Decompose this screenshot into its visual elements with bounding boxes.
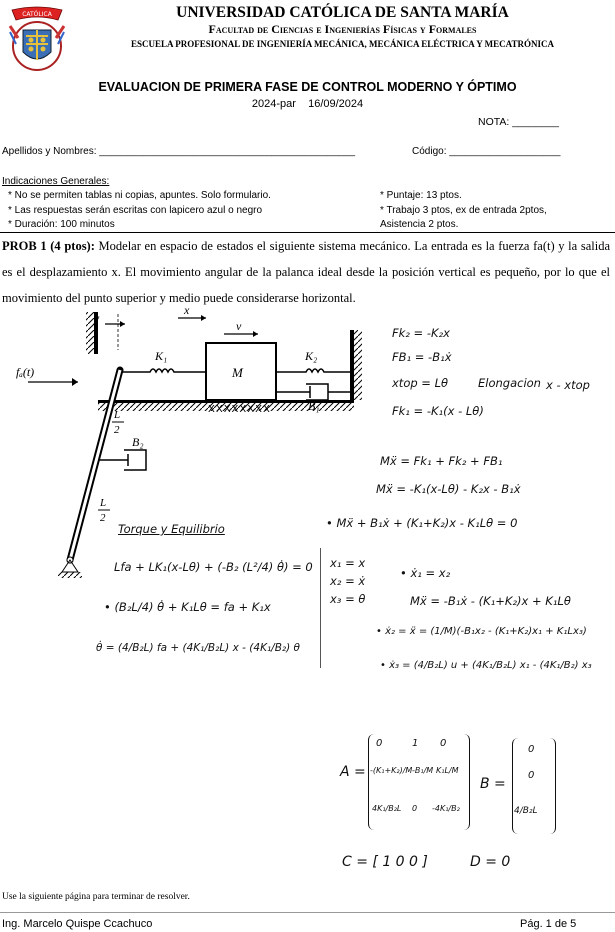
fa-label: fₐ(t) — [16, 365, 35, 379]
instruction-item: * No se permiten tablas ni copias, apuntes. Solo formulario. — [8, 190, 271, 201]
mechanical-system-diagram — [10, 300, 405, 590]
b2-label: B₂ — [132, 435, 144, 449]
state-var: x₁ = x — [330, 556, 366, 570]
code-field: Código: ____________________ — [412, 146, 561, 157]
exam-title: EVALUACION DE PRIMERA FASE DE CONTROL MODERNO Y ÓPTIMO — [98, 80, 517, 94]
name-field: Apellidos y Nombres: ______________________________________________ — [2, 146, 356, 157]
instruction-item: * Trabajo 3 ptos, ex de entrada 2ptos, — [380, 205, 547, 216]
matrix-b-label: B = — [480, 776, 506, 792]
mass-label: M — [232, 365, 243, 380]
k2-label: K₂ — [305, 349, 318, 363]
handwritten-line: Lfa + LK₁(x-Lθ) + (-B₂ (L²/4) θ̇) = 0 — [114, 560, 313, 574]
grade-field: NOTA: ________ — [478, 116, 559, 128]
handwritten-line: Fk₂ = -K₂x — [392, 326, 450, 340]
handwritten-line: • Mẍ + B₁ẋ + (K₁+K₂)x - K₁Lθ = 0 — [326, 516, 518, 530]
instructions-title: Indicaciones Generales: — [2, 176, 110, 187]
v-label: v — [236, 319, 242, 333]
matrix-cell: K₁L/M — [436, 766, 459, 775]
handwritten-line: FB₁ = -B₁ẋ — [392, 350, 452, 364]
state-var: x₂ = ẋ — [330, 574, 366, 588]
state-eq: • ẋ₁ = x₂ — [400, 566, 451, 580]
handwritten-line: Fk₁ = -K₁(x - Lθ) — [392, 404, 484, 418]
problem-label: PROB 1 (4 ptos): — [2, 239, 95, 253]
school-name: ESCUELA PROFESIONAL DE INGENIERÍA MECÁNICA, MECÁNICA ELÉCTRICA Y MECATRÓNICA — [131, 39, 554, 49]
page-number: Pág. 1 de 5 — [520, 918, 577, 930]
instruction-item: Asistencia 2 ptos. — [380, 219, 459, 230]
matrix-d: D = 0 — [470, 854, 511, 870]
matrix-cell: -B₁/M — [412, 766, 434, 775]
faculty-name: Facultad de Ciencias e Ingenierías Físicas y Formales — [208, 22, 477, 36]
matrix-cell: -(K₁+K₂)/M — [370, 766, 413, 775]
l-half-top-den: 2 — [114, 424, 120, 436]
matrix-cell: 4K₁/B₂L — [372, 804, 402, 813]
problem-text: Modelar en espacio de estados el siguiente sistema mecánico. La entrada es la fuerza fa(t) y la salida es el desplazamiento x. El movimiento angular de la palanca ideal desde la posición vertical es pequeño, por lo que el movimiento del punto superior y medio puede considerarse horizontal. — [2, 239, 610, 305]
university-logo — [6, 2, 68, 74]
footer-author: Ing. Marcelo Quispe Ccachuco — [2, 918, 153, 930]
b1-label: B₁ — [308, 399, 320, 413]
handwritten-line: Elongacion — [478, 376, 541, 390]
instruction-item: * Puntaje: 13 ptos. — [380, 190, 462, 201]
matrix-cell: 1 — [412, 738, 419, 749]
handwritten-line: xtop = Lθ — [392, 376, 449, 390]
footer-divider — [0, 912, 615, 913]
continue-note: Use la siguiente página para terminar de resolver. — [2, 892, 190, 902]
x-label: x — [184, 303, 190, 317]
state-var: x₃ = θ — [330, 592, 366, 606]
matrix-cell: 0 — [528, 770, 535, 781]
l-half-bottom-den: 2 — [100, 512, 106, 524]
handwritten-line: x - xtop — [546, 378, 590, 392]
exam-date: 2024-par 16/09/2024 — [251, 98, 364, 110]
y-label: y — [94, 311, 100, 325]
matrix-cell: 4/B₂L — [514, 806, 538, 816]
logo-lettering: CATÓLICA — [22, 11, 52, 18]
matrix-cell: 0 — [528, 744, 535, 755]
matrix-a — [368, 734, 470, 830]
matrix-cell: 0 — [376, 738, 383, 749]
matrix-c: C = [ 1 0 0 ] — [342, 854, 428, 870]
handwritten-line: Mẍ = Fk₁ + Fk₂ + FB₁ — [380, 454, 503, 468]
separator — [320, 548, 321, 668]
k1-label: K₁ — [155, 349, 168, 363]
handwritten-line: Mẍ = -K₁(x-Lθ) - K₂x - B₁ẋ — [376, 482, 521, 496]
matrix-cell: -4K₁/B₂ — [432, 804, 460, 813]
matrix-cell: 0 — [412, 804, 418, 813]
l-half-top-num: L — [114, 409, 121, 421]
instruction-item: * Las respuestas serán escritas con lapicero azul o negro — [8, 205, 263, 216]
instruction-item: * Duración: 100 minutos — [8, 219, 115, 230]
matrix-cell: 0 — [440, 738, 447, 749]
handwritten-line: θ̇ = (4/B₂L) fa + (4K₁/B₂L) x - (4K₁/B₂) θ — [96, 642, 300, 654]
l-half-bottom-num: L — [100, 497, 107, 509]
state-eq: • ẋ₃ = (4/B₂L) u + (4K₁/B₂L) x₁ - (4K₁/B₂) x₃ — [380, 660, 592, 671]
state-eq: Mẍ = -B₁ẋ - (K₁+K₂)x + K₁Lθ — [410, 594, 571, 608]
state-eq: • ẋ₂ = ẍ = (1/M)(-B₁x₂ - (K₁+K₂)x₁ + K₁Lx₃) — [376, 626, 587, 637]
matrix-a-label: A = — [340, 764, 366, 780]
torque-title: Torque y Equilibrio — [118, 522, 225, 536]
university-name: UNIVERSIDAD CATÓLICA DE SANTA MARÍA — [176, 4, 509, 21]
handwritten-line: • (B₂L/4) θ̇ + K₁Lθ = fa + K₁x — [104, 600, 271, 614]
svg-text:XXXXXXXX: XXXXXXXX — [208, 404, 271, 415]
